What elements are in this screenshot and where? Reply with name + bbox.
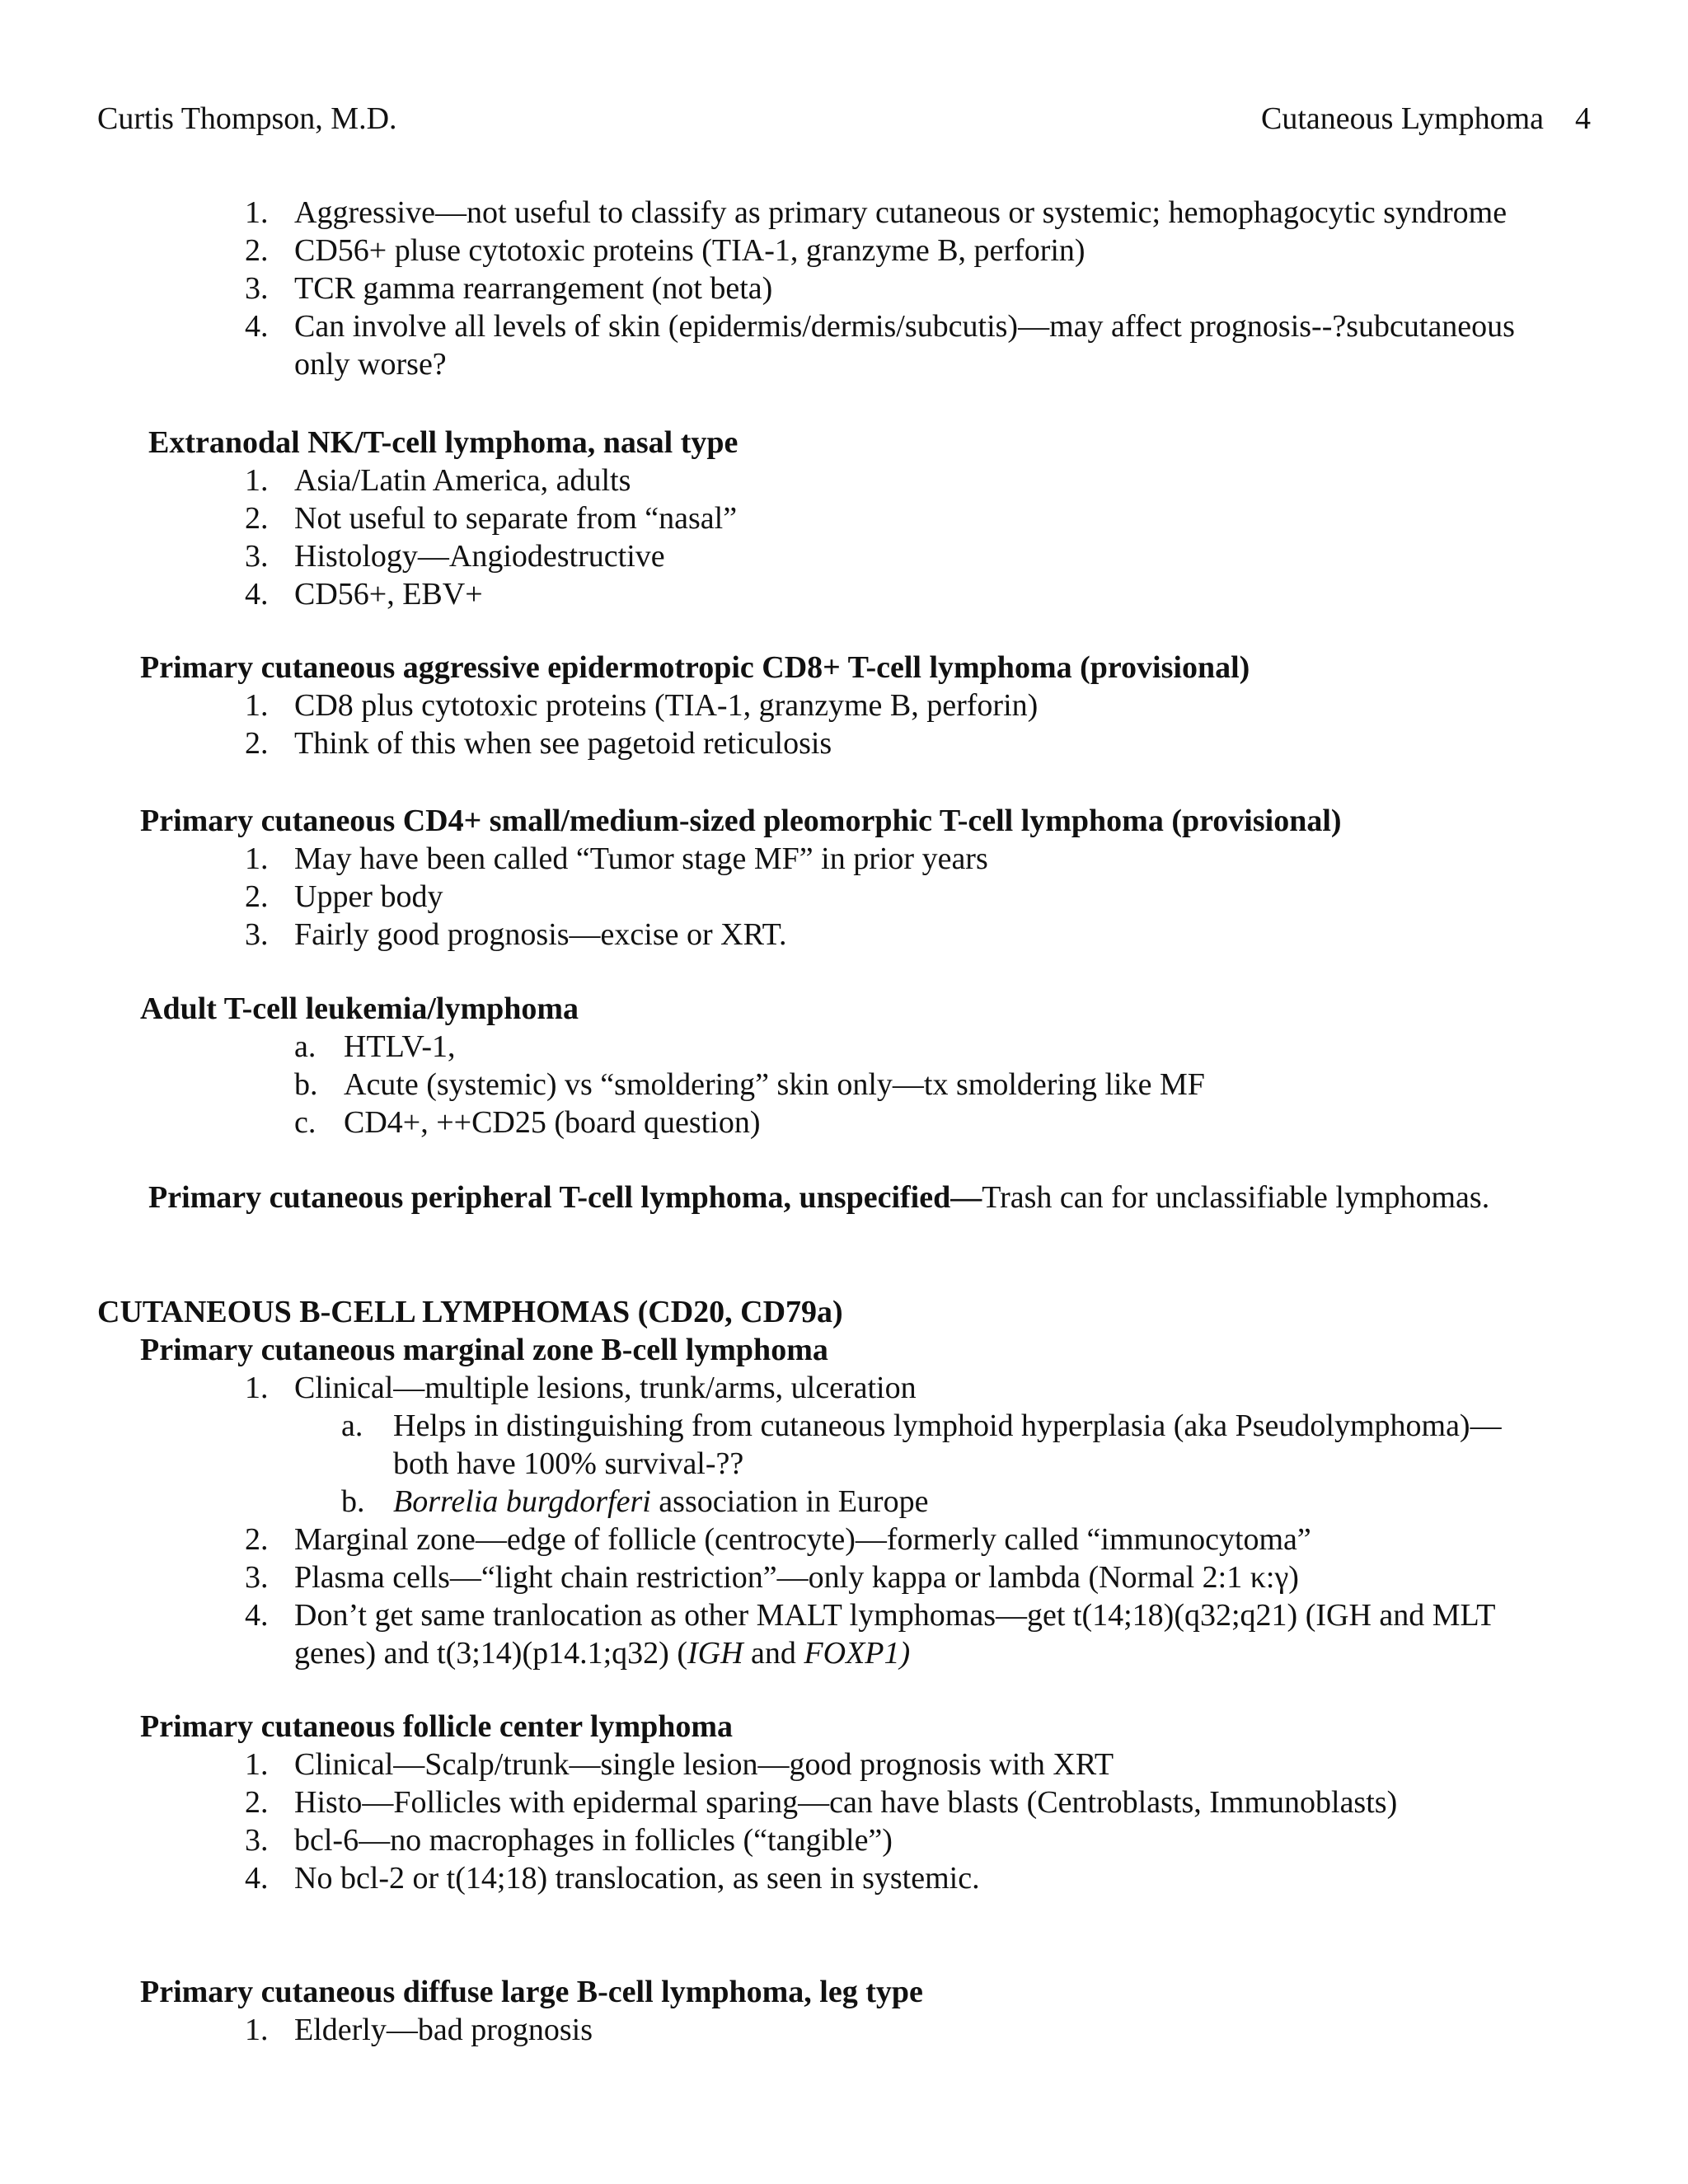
chapter-title: CUTANEOUS B-CELL LYMPHOMAS (CD20, CD79a)	[97, 1295, 843, 1329]
list-marker: 2.	[245, 726, 269, 761]
organism-name: Borrelia burgdorferi	[393, 1484, 651, 1519]
list-marker: 2.	[245, 1785, 269, 1820]
list-marker: 2.	[245, 233, 269, 268]
list-marker: 2.	[245, 501, 269, 536]
list-item-text: Helps in distinguishing from cutaneous lymphoid hyperplasia (aka Pseudolymphoma)—	[393, 1408, 1502, 1443]
list-marker: 4.	[245, 1598, 269, 1633]
list-item-text: Upper body	[294, 879, 443, 914]
list-marker: 1.	[245, 688, 269, 723]
gene-name: IGH	[687, 1636, 743, 1671]
list-marker: 3.	[245, 539, 269, 574]
list-item-text: Don’t get same tranlocation as other MALT lymphomas—get t(14;18)(q32;q21) (IGH and MLT	[294, 1598, 1496, 1633]
list-marker: 3.	[245, 1560, 269, 1595]
list-item-text: Histology—Angiodestructive	[294, 539, 665, 574]
list-item-continuation: both have 100% survival-??	[393, 1446, 744, 1481]
section-heading: Primary cutaneous marginal zone B-cell lymphoma	[140, 1333, 828, 1367]
list-marker: a.	[294, 1029, 316, 1064]
header-author: Curtis Thompson, M.D.	[97, 101, 397, 136]
list-marker: a.	[341, 1408, 363, 1443]
list-item-text: Fairly good prognosis—excise or XRT.	[294, 917, 787, 952]
list-item-text: Clinical—multiple lesions, trunk/arms, ulceration	[294, 1371, 917, 1405]
section-heading: Primary cutaneous diffuse large B-cell lymphoma, leg type	[140, 1975, 923, 2009]
section-heading: Primary cutaneous CD4+ small/medium-sized pleomorphic T-cell lymphoma (provisional)	[140, 804, 1342, 838]
list-item-text	[393, 1483, 928, 1521]
list-item-text: Not useful to separate from “nasal”	[294, 501, 738, 536]
section-paragraph	[148, 1179, 1489, 1216]
section-heading: Primary cutaneous aggressive epidermotropic CD8+ T-cell lymphoma (provisional)	[140, 650, 1250, 685]
list-item-text: bcl-6—no macrophages in follicles (“tangible”)	[294, 1823, 893, 1858]
list-item-text: Histo—Follicles with epidermal sparing—can have blasts (Centroblasts, Immunoblasts)	[294, 1785, 1398, 1820]
list-item-text: TCR gamma rearrangement (not beta)	[294, 271, 773, 306]
list-marker: 1.	[245, 841, 269, 876]
list-marker: 3.	[245, 1823, 269, 1858]
section-heading: Primary cutaneous follicle center lymphoma	[140, 1709, 734, 1744]
list-item-text: CD56+, EBV+	[294, 577, 483, 612]
list-item-text: No bcl-2 or t(14;18) translocation, as seen in systemic.	[294, 1861, 980, 1896]
list-marker: 4.	[245, 577, 269, 612]
list-marker: b.	[294, 1067, 318, 1102]
list-item-text: Elderly—bad prognosis	[294, 2013, 593, 2047]
list-item-text: Acute (systemic) vs “smoldering” skin only—tx smoldering like MF	[344, 1067, 1205, 1102]
list-marker: 3.	[245, 917, 269, 952]
list-item-text: Think of this when see pagetoid reticulosis	[294, 726, 832, 761]
list-item-text-rest: association in Europe	[650, 1484, 929, 1519]
list-marker: 1.	[245, 1371, 269, 1405]
continuation-text: and	[743, 1636, 804, 1671]
list-item-text: only worse?	[294, 347, 447, 382]
list-item-text: May have been called “Tumor stage MF” in prior years	[294, 841, 988, 876]
list-marker: 4.	[245, 309, 269, 344]
continuation-text: genes) and t(3;14)(p14.1;q32) (	[294, 1636, 687, 1671]
list-item-text: HTLV-1,	[344, 1029, 456, 1064]
header-title-page	[1261, 97, 1591, 140]
list-marker: 1.	[245, 2013, 269, 2047]
section-text: Trash can for unclassifiable lymphomas.	[982, 1180, 1490, 1215]
list-item-text: Aggressive—not useful to classify as primary cutaneous or systemic; hemophagocytic syndrome	[294, 195, 1507, 230]
list-marker: 1.	[245, 463, 269, 498]
list-item-text: CD8 plus cytotoxic proteins (TIA-1, granzyme B, perforin)	[294, 688, 1039, 723]
list-marker: c.	[294, 1105, 316, 1140]
list-item-text: Clinical—Scalp/trunk—single lesion—good prognosis with XRT	[294, 1747, 1114, 1782]
gene-name: FOXP1)	[804, 1636, 911, 1671]
list-item-text: Plasma cells—“light chain restriction”—only kappa or lambda (Normal 2:1 κ:γ)	[294, 1560, 1299, 1595]
list-marker: 4.	[245, 1861, 269, 1896]
header-title: Cutaneous Lymphoma	[1260, 101, 1544, 136]
list-marker: 1.	[245, 1747, 269, 1782]
list-item-text: Can involve all levels of skin (epidermis/dermis/subcutis)—may affect prognosis--?subcutaneous	[294, 309, 1515, 344]
list-marker: 2.	[245, 879, 269, 914]
list-item-text: Asia/Latin America, adults	[294, 463, 631, 498]
list-marker: b.	[341, 1484, 365, 1519]
list-item-text: CD4+, ++CD25 (board question)	[344, 1105, 761, 1140]
list-marker: 3.	[245, 271, 269, 306]
list-marker: 1.	[245, 195, 269, 230]
list-item-continuation	[294, 1634, 910, 1672]
list-marker: 2.	[245, 1522, 269, 1557]
list-item-text: CD56+ pluse cytotoxic proteins (TIA-1, granzyme B, perforin)	[294, 233, 1085, 268]
section-heading: Adult T-cell leukemia/lymphoma	[140, 991, 579, 1026]
section-heading: Extranodal NK/T-cell lymphoma, nasal type	[148, 425, 738, 460]
list-item-text: Marginal zone—edge of follicle (centrocyte)—formerly called “immunocytoma”	[294, 1522, 1311, 1557]
section-heading: Primary cutaneous peripheral T-cell lymphoma, unspecified—	[148, 1180, 982, 1215]
page-number: 4	[1575, 101, 1591, 136]
